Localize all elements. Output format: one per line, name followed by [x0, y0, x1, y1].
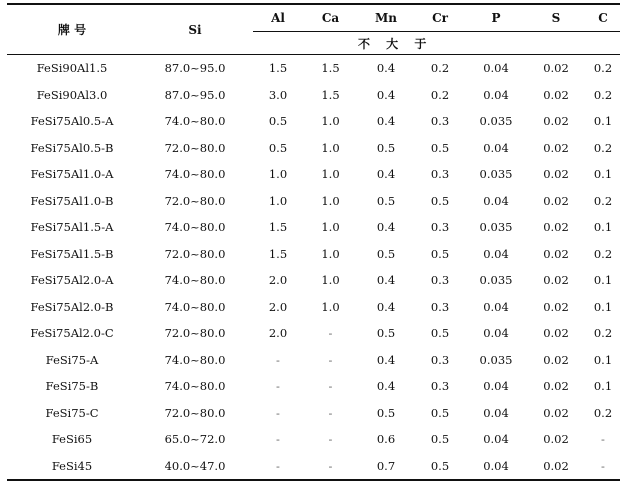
cell-c: 0.1 — [593, 167, 613, 182]
cell-al: 2.0 — [268, 299, 288, 314]
table-row — [7, 320, 620, 347]
cell-al: 1.0 — [268, 193, 288, 208]
cell-al: 0.5 — [268, 140, 288, 155]
composition-table-container — [7, 3, 620, 481]
cell-c: 0.2 — [593, 405, 613, 420]
cell-al: 2.0 — [268, 273, 288, 288]
cell-c: 0.1 — [593, 379, 613, 394]
cell-mn: 0.5 — [376, 193, 396, 208]
cell-p: 0.04 — [483, 326, 509, 341]
cell-al: 1.5 — [268, 246, 288, 261]
cell-grade: FeSi90Al3.0 — [36, 87, 108, 102]
cell-p: 0.035 — [479, 273, 513, 288]
cell-c: 0.1 — [593, 299, 613, 314]
table-row — [7, 294, 620, 321]
cell-s: 0.02 — [543, 299, 569, 314]
cell-ca: - — [328, 379, 333, 394]
cell-c: 0.2 — [593, 61, 613, 76]
cell-si: 74.0~80.0 — [164, 273, 226, 288]
cell-al: 1.0 — [268, 167, 288, 182]
table-row — [7, 135, 620, 162]
cell-p: 0.035 — [479, 220, 513, 235]
cell-ca: 1.5 — [321, 61, 340, 76]
cell-s: 0.02 — [543, 405, 569, 420]
cell-p: 0.04 — [483, 458, 509, 473]
cell-cr: 0.3 — [430, 379, 450, 394]
cell-mn: 0.4 — [376, 167, 396, 182]
cell-s: 0.02 — [543, 140, 569, 155]
cell-c: 0.2 — [593, 140, 613, 155]
cell-p: 0.035 — [479, 114, 513, 129]
cell-cr: 0.5 — [430, 326, 450, 341]
cell-mn: 0.6 — [376, 432, 396, 447]
si-header: Si — [188, 22, 202, 37]
cell-grade: FeSi45 — [51, 458, 93, 473]
max-limit-note: 不 大 于 — [358, 36, 433, 51]
cell-si: 74.0~80.0 — [164, 167, 226, 182]
cell-si: 72.0~80.0 — [164, 405, 226, 420]
cell-al: - — [276, 405, 280, 420]
cell-si: 72.0~80.0 — [164, 193, 226, 208]
cell-al: - — [276, 458, 280, 473]
cell-c: 0.2 — [593, 87, 613, 102]
cell-s: 0.02 — [543, 352, 569, 367]
cell-c: 0.1 — [593, 352, 613, 367]
cell-ca: 1.5 — [321, 87, 340, 102]
cell-mn: 0.4 — [376, 220, 396, 235]
cell-si: 40.0~47.0 — [164, 458, 226, 473]
cell-ca: - — [328, 326, 333, 341]
cell-s: 0.02 — [543, 220, 569, 235]
cell-ca: - — [328, 432, 333, 447]
cell-cr: 0.3 — [430, 220, 450, 235]
cell-s: 0.02 — [543, 167, 569, 182]
cell-cr: 0.3 — [430, 352, 450, 367]
cell-ca: 1.0 — [321, 220, 340, 235]
cell-c: - — [601, 458, 605, 473]
table-row — [7, 373, 620, 400]
element-header-p: P — [466, 4, 526, 32]
cell-si: 74.0~80.0 — [164, 299, 226, 314]
cell-ca: - — [328, 405, 333, 420]
table-row — [7, 426, 620, 453]
cell-p: 0.04 — [483, 193, 509, 208]
table-row — [7, 188, 620, 215]
cell-ca: 1.0 — [321, 273, 340, 288]
cell-al: - — [276, 379, 280, 394]
cell-cr: 0.3 — [430, 273, 450, 288]
cell-cr: 0.3 — [430, 167, 450, 182]
cell-cr: 0.2 — [430, 61, 450, 76]
cell-mn: 0.5 — [376, 405, 396, 420]
cell-p: 0.04 — [483, 405, 509, 420]
element-header-al: Al — [253, 4, 303, 32]
cell-al: 3.0 — [268, 87, 288, 102]
cell-s: 0.02 — [543, 193, 569, 208]
spacer-cell — [253, 32, 358, 55]
cell-s: 0.02 — [543, 61, 569, 76]
cell-p: 0.04 — [483, 87, 509, 102]
cell-si: 72.0~80.0 — [164, 246, 226, 261]
grade-header: 牌 号 — [57, 23, 87, 37]
element-header-cr: Cr — [414, 4, 466, 32]
cell-grade: FeSi75Al2.0-A — [30, 273, 114, 288]
cell-al: 1.5 — [268, 61, 288, 76]
cell-grade: FeSi75-B — [45, 379, 99, 394]
cell-p: 0.04 — [483, 299, 509, 314]
cell-ca: 1.0 — [321, 299, 340, 314]
cell-cr: 0.5 — [430, 140, 450, 155]
cell-mn: 0.7 — [376, 458, 396, 473]
cell-p: 0.04 — [483, 140, 509, 155]
cell-ca: 1.0 — [321, 167, 340, 182]
cell-ca: 1.0 — [321, 140, 340, 155]
table-header — [7, 4, 620, 55]
cell-p: 0.04 — [483, 246, 509, 261]
table-row — [7, 82, 620, 109]
cell-cr: 0.5 — [430, 458, 450, 473]
table-row — [7, 453, 620, 481]
cell-ca: 1.0 — [321, 193, 340, 208]
cell-c: 0.1 — [593, 114, 613, 129]
cell-mn: 0.4 — [376, 61, 396, 76]
cell-grade: FeSi75Al1.0-B — [30, 193, 114, 208]
element-header-s: S — [526, 4, 586, 32]
cell-p: 0.035 — [479, 352, 513, 367]
cell-grade: FeSi90Al1.5 — [36, 61, 108, 76]
cell-mn: 0.5 — [376, 140, 396, 155]
cell-p: 0.04 — [483, 379, 509, 394]
cell-cr: 0.2 — [430, 87, 450, 102]
cell-c: 0.2 — [593, 326, 613, 341]
cell-mn: 0.4 — [376, 352, 396, 367]
element-header-mn: Mn — [358, 4, 414, 32]
cell-grade: FeSi75Al2.0-C — [30, 326, 114, 341]
cell-c: - — [601, 432, 605, 447]
cell-grade: FeSi75Al0.5-B — [30, 140, 114, 155]
cell-cr: 0.3 — [430, 114, 450, 129]
cell-p: 0.04 — [483, 432, 509, 447]
cell-al: 2.0 — [268, 326, 288, 341]
cell-cr: 0.3 — [430, 299, 450, 314]
table-body — [7, 55, 620, 481]
cell-c: 0.1 — [593, 273, 613, 288]
table-row — [7, 241, 620, 268]
cell-grade: FeSi75Al1.5-B — [30, 246, 114, 261]
cell-s: 0.02 — [543, 273, 569, 288]
element-header-ca: Ca — [303, 4, 358, 32]
cell-cr: 0.5 — [430, 432, 450, 447]
cell-c: 0.2 — [593, 246, 613, 261]
cell-si: 87.0~95.0 — [164, 61, 226, 76]
table-row — [7, 267, 620, 294]
cell-grade: FeSi75Al1.0-A — [30, 167, 114, 182]
cell-al: 1.5 — [268, 220, 288, 235]
cell-s: 0.02 — [543, 432, 569, 447]
cell-mn: 0.5 — [376, 246, 396, 261]
cell-grade: FeSi75Al0.5-A — [30, 114, 114, 129]
cell-si: 74.0~80.0 — [164, 379, 226, 394]
cell-si: 72.0~80.0 — [164, 326, 226, 341]
cell-si: 74.0~80.0 — [164, 352, 226, 367]
cell-s: 0.02 — [543, 326, 569, 341]
table-row — [7, 347, 620, 374]
cell-mn: 0.4 — [376, 273, 396, 288]
cell-si: 72.0~80.0 — [164, 140, 226, 155]
cell-ca: - — [328, 352, 333, 367]
table-row — [7, 161, 620, 188]
cell-s: 0.02 — [543, 458, 569, 473]
header-row-elements — [7, 4, 620, 32]
cell-cr: 0.5 — [430, 193, 450, 208]
table-row — [7, 108, 620, 135]
element-header-c: C — [586, 4, 620, 32]
cell-si: 74.0~80.0 — [164, 220, 226, 235]
cell-si: 65.0~72.0 — [164, 432, 226, 447]
cell-p: 0.04 — [483, 61, 509, 76]
cell-s: 0.02 — [543, 87, 569, 102]
cell-s: 0.02 — [543, 246, 569, 261]
table-row — [7, 400, 620, 427]
cell-grade: FeSi65 — [51, 432, 93, 447]
cell-mn: 0.4 — [376, 87, 396, 102]
cell-al: - — [276, 352, 280, 367]
cell-si: 87.0~95.0 — [164, 87, 226, 102]
cell-mn: 0.4 — [376, 114, 396, 129]
cell-si: 74.0~80.0 — [164, 114, 226, 129]
cell-mn: 0.4 — [376, 379, 396, 394]
cell-c: 0.2 — [593, 193, 613, 208]
cell-al: 0.5 — [268, 114, 288, 129]
cell-s: 0.02 — [543, 114, 569, 129]
cell-grade: FeSi75Al1.5-A — [30, 220, 114, 235]
cell-cr: 0.5 — [430, 405, 450, 420]
cell-ca: - — [328, 458, 333, 473]
table-row — [7, 214, 620, 241]
ferrosilicon-composition-table — [7, 3, 620, 481]
cell-mn: 0.4 — [376, 299, 396, 314]
cell-s: 0.02 — [543, 379, 569, 394]
table-row — [7, 55, 620, 82]
cell-al: - — [276, 432, 280, 447]
cell-mn: 0.5 — [376, 326, 396, 341]
cell-ca: 1.0 — [321, 246, 340, 261]
cell-grade: FeSi75-A — [45, 352, 99, 367]
cell-ca: 1.0 — [321, 114, 340, 129]
cell-grade: FeSi75Al2.0-B — [30, 299, 114, 314]
cell-cr: 0.5 — [430, 246, 450, 261]
cell-grade: FeSi75-C — [45, 405, 99, 420]
cell-p: 0.035 — [479, 167, 513, 182]
cell-c: 0.1 — [593, 220, 613, 235]
